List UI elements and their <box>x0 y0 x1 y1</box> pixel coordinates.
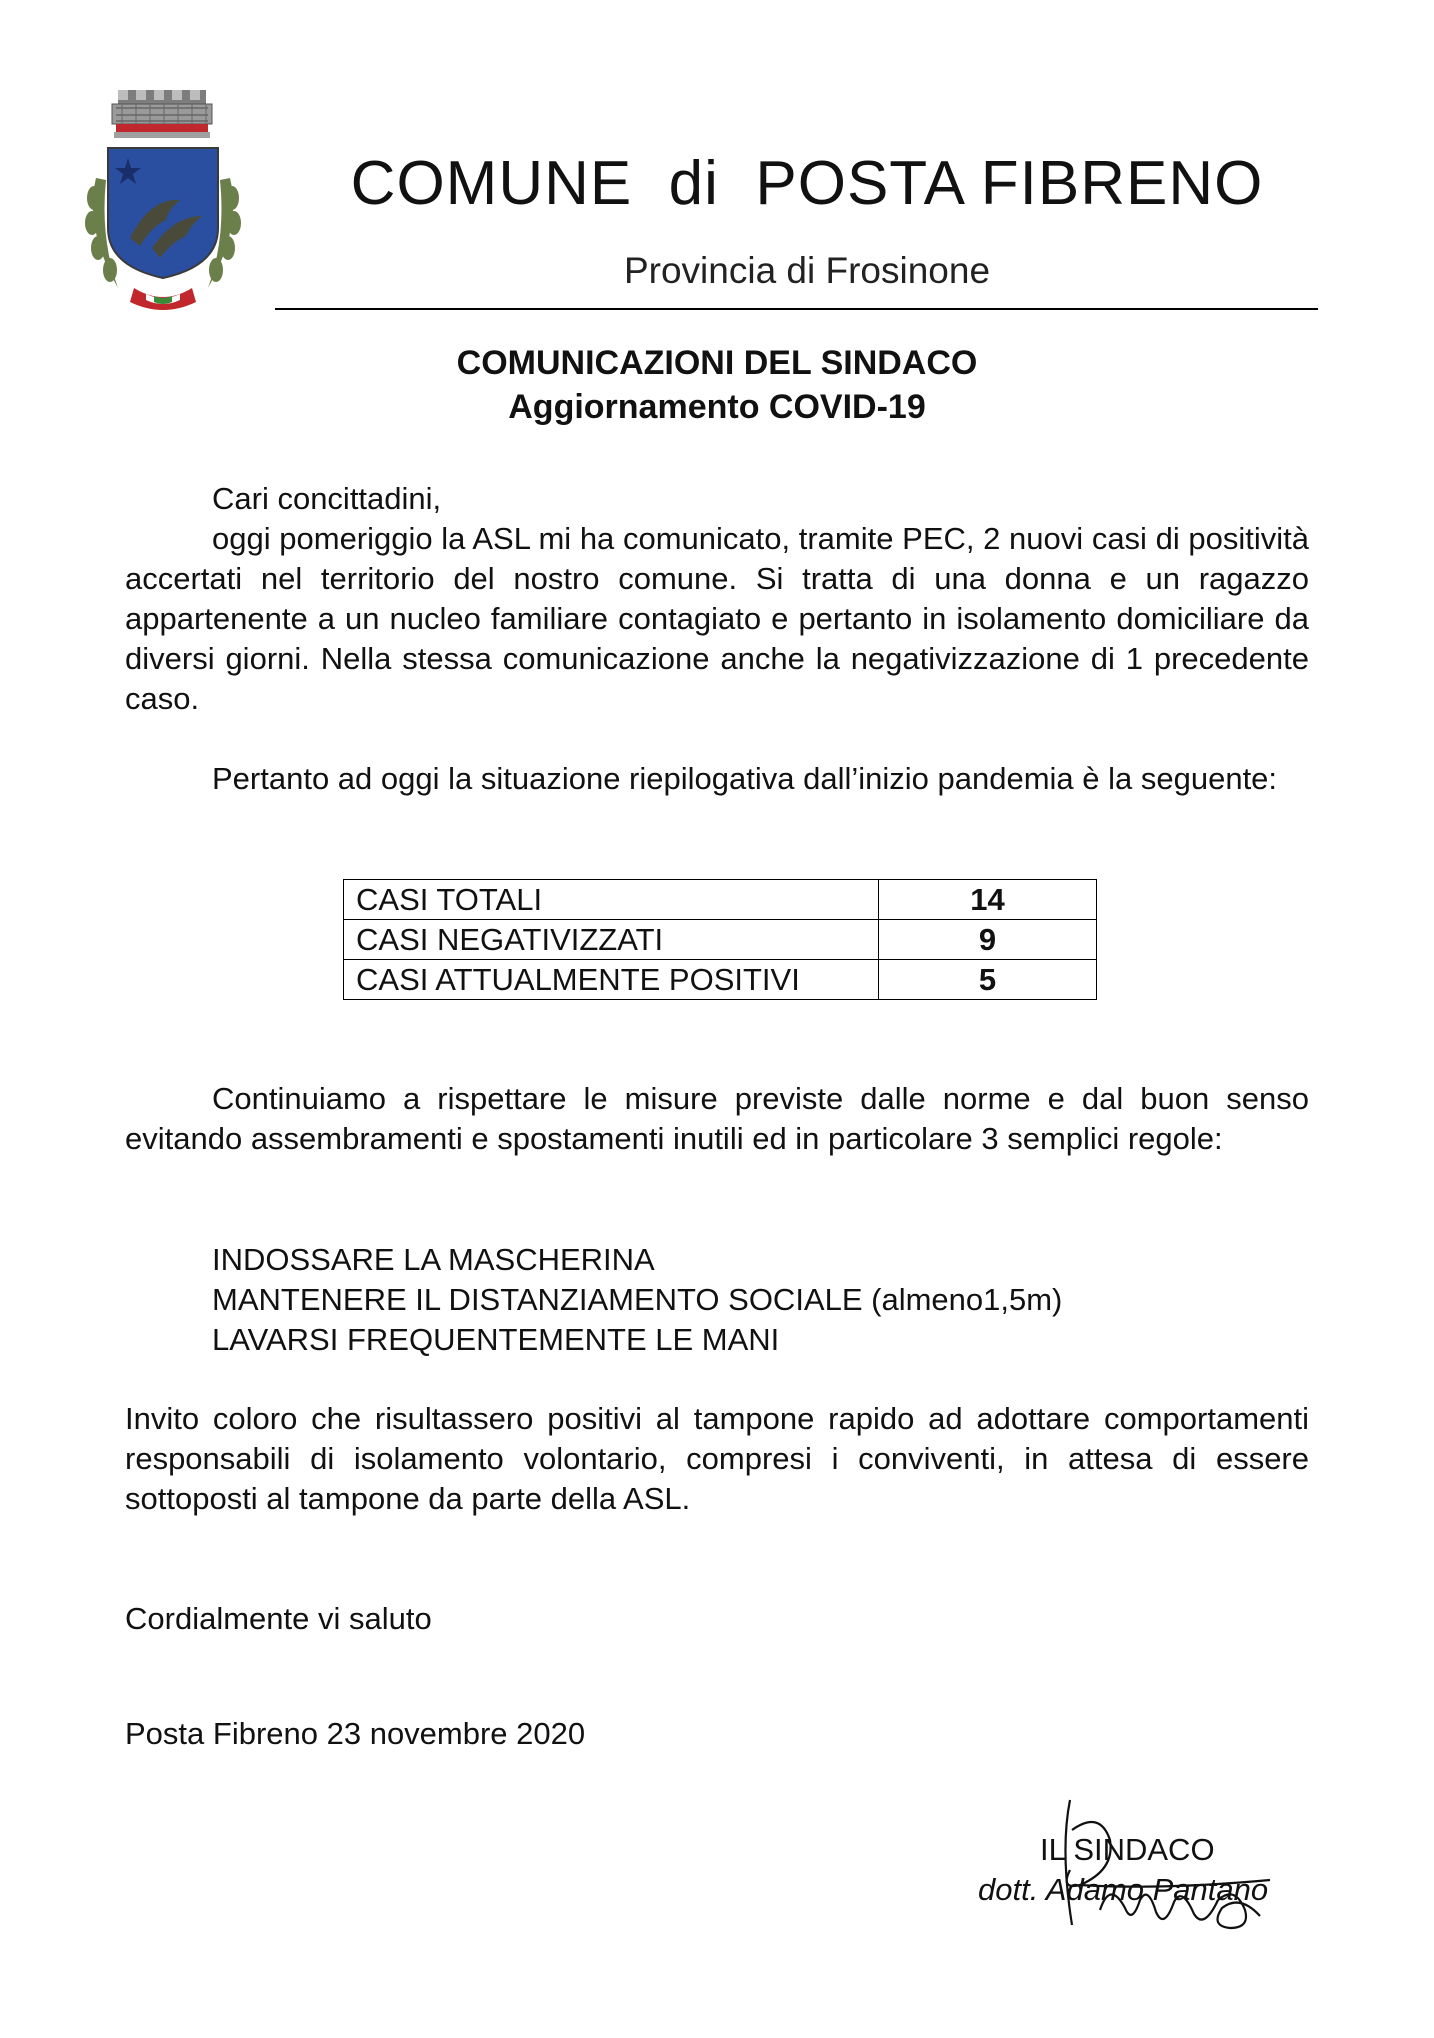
table-cell-label: CASI NEGATIVIZZATI <box>344 920 879 960</box>
header-divider <box>275 308 1318 310</box>
crown-icon <box>112 90 212 138</box>
list-item: INDOSSARE LA MASCHERINA <box>212 1242 655 1277</box>
signature-block <box>960 1790 1300 1940</box>
table-row <box>344 880 1097 920</box>
rules-list <box>212 1240 1062 1360</box>
list-item: MANTENERE IL DISTANZIAMENTO SOCIALE (almeno1,5m) <box>212 1282 1063 1317</box>
letter-body-3 <box>125 1079 1309 1159</box>
ribbon-icon <box>130 288 196 310</box>
closing-text: Cordialmente vi saluto <box>125 1601 432 1636</box>
signature-name: dott. Adamo Pantano <box>978 1872 1269 1907</box>
greeting: Cari concittadini, <box>212 481 442 516</box>
list-item: LAVARSI FREQUENTEMENTE LE MANI <box>212 1322 780 1357</box>
summary-table <box>343 879 1097 1000</box>
letter-body-1 <box>125 479 1309 719</box>
table-cell-label: CASI ATTUALMENTE POSITIVI <box>344 960 879 1000</box>
page-subtitle: Aggiornamento COVID-19 <box>508 388 926 426</box>
paragraph-measures: Continuiamo a rispettare le misure previste dalle norme e dal buon senso evitando assembramenti e spostamenti inutili ed in particolare 3 semplici regole: <box>125 1081 1309 1156</box>
paragraph-summary-intro: Pertanto ad oggi la situazione riepilogativa dall’inizio pandemia è la seguente: <box>212 761 1278 796</box>
table-row <box>344 920 1097 960</box>
table-cell-label: CASI TOTALI <box>344 880 879 920</box>
paragraph-news: oggi pomeriggio la ASL mi ha comunicato, tramite PEC, 2 nuovi casi di positività accertati nel territorio del nostro comune. Si tratta di una donna e un ragazzo appartenente a un nucleo familiare contagiato e pertanto in isolamento domiciliare da diversi giorni. Nella stessa comunicazione anche la negativizzazione di 1 precedente caso. <box>125 521 1309 716</box>
crest-icon <box>78 88 248 318</box>
paragraph-invitation: Invito coloro che risultassero positivi al tampone rapido ad adottare comportamenti responsabili di isolamento volontario, compresi i conviventi, in attesa di essere sottoposti al tampone da parte della ASL. <box>125 1401 1309 1516</box>
table-cell-value: 9 <box>879 920 1097 960</box>
table-row <box>344 960 1097 1000</box>
letter-body-2 <box>125 759 1309 799</box>
place-date: Posta Fibreno 23 novembre 2020 <box>125 1716 586 1751</box>
signature-title: IL SINDACO <box>1040 1832 1215 1867</box>
letter-body-4 <box>125 1399 1309 1519</box>
page-title: COMUNICAZIONI DEL SINDACO <box>456 344 978 382</box>
table-cell-value: 5 <box>879 960 1097 1000</box>
municipality-title: COMUNE di POSTA FIBRENO <box>350 149 1264 218</box>
table-cell-value: 14 <box>879 880 1097 920</box>
province-subtitle: Provincia di Frosinone <box>623 250 991 291</box>
signature-icon <box>960 1790 1300 1940</box>
